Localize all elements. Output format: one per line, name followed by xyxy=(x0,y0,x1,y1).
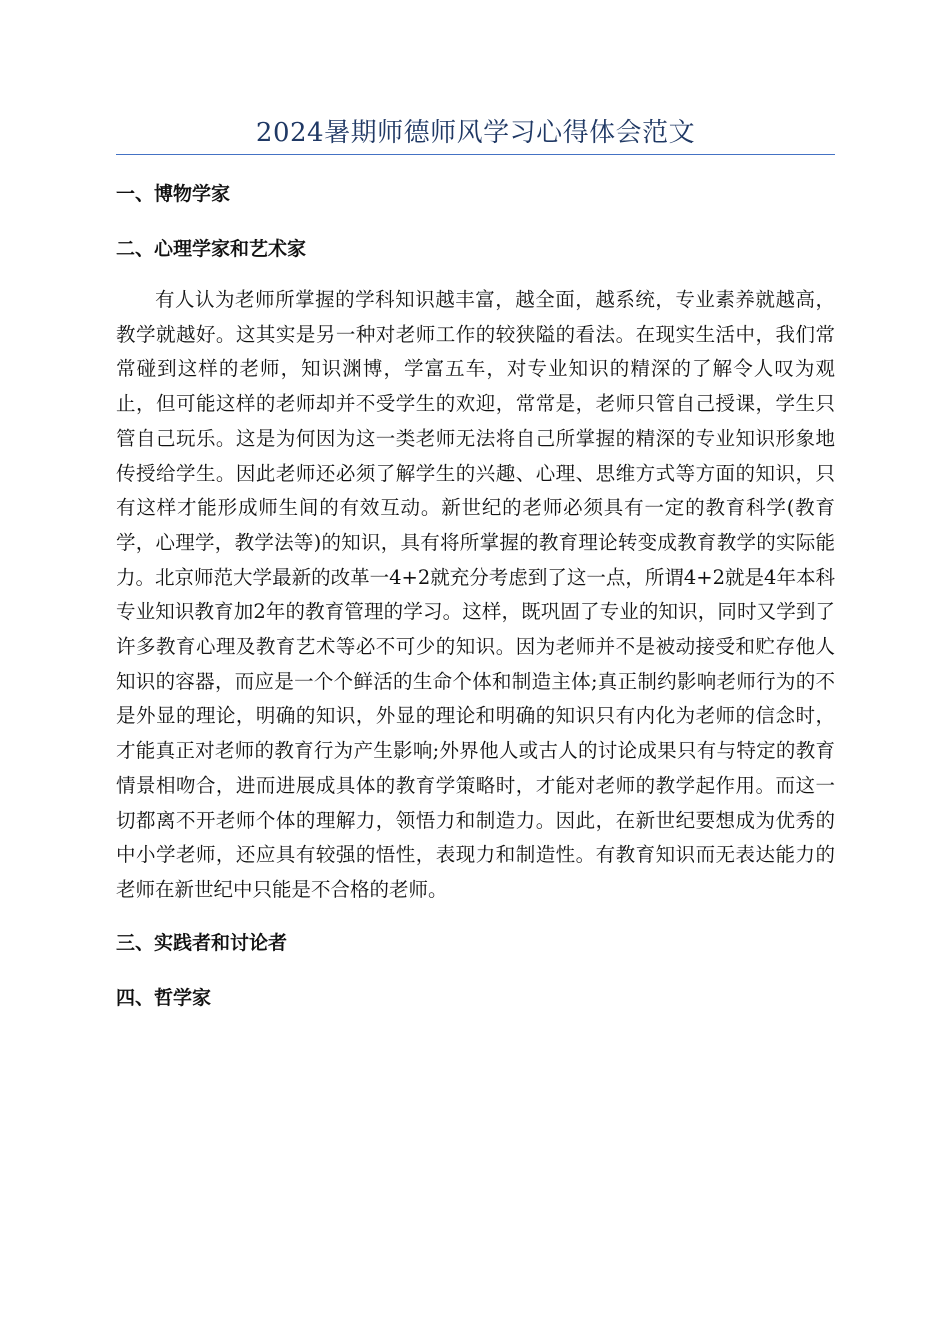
section-heading-naturalist: 一、博物学家 xyxy=(116,183,231,205)
section-heading-practitioner-researcher: 三、实践者和讨论者 xyxy=(116,931,288,954)
page-title: 2024暑期师德师风学习心得体会范文 xyxy=(255,118,696,148)
section-heading-psychologist-artist: 二、心理学家和艺术家 xyxy=(116,238,307,260)
document-body xyxy=(116,176,835,1016)
title-underline xyxy=(116,154,835,155)
body-paragraph: 有人认为老师所掌握的学科知识越丰富，越全面，越系统，专业素养就越高，教学就越好。这其实是另一种对老师工作的较狭隘的看法。在现实生活中，我们常常碰到这样的老师，知识渊博，学富五车，对专业知识的精深的了解令人叹为观止，但可能这样的老师却并不受学生的欢迎，常常是，老师只管自己授课，学生只管自己玩乐。这是为何因为这一类老师无法将自己所掌握的精深的专业知识形象地传授给学生。因此老师还必须了解学生的兴趣、心理、思维方式等方面的知识，只有这样才能形成师生间的有效互动。新世纪的老师必须具有一定的教育科学(教育学，心理学，教学法等)的知识，具有将所掌握的教育理论转变成教育教学的实际能力。北京师范大学最新的改革一4+2就充分考虑到了这一点，所谓4+2就是4年本科专业知识教育加2年的教育管理的学习。这样，既巩固了专业的知识，同时又学到了许多教育心理及教育艺术等必不可少的知识。因为老师并不是被动接受和贮存他人知识的容器，而应是一个个鲜活的生命个体和制造主体;真正制约影响老师行为的不是外显的理论，明确的知识，外显的理论和明确的知识只有内化为老师的信念时，才能真正对老师的教育行为产生影响;外界他人或古人的讨论成果只有与特定的教育情景相吻合，进而进展成具体的教育学策略时，才能对老师的教学起作用。而这一切都离不开老师个体的理解力，领悟力和制造力。因此，在新世纪要想成为优秀的中小学老师，还应具有较强的悟性，表现力和制造性。有教育知识而无表达能力的老师在新世纪中只能是不合格的老师。 xyxy=(116,288,835,901)
section-heading-philosopher: 四、哲学家 xyxy=(116,986,212,1009)
